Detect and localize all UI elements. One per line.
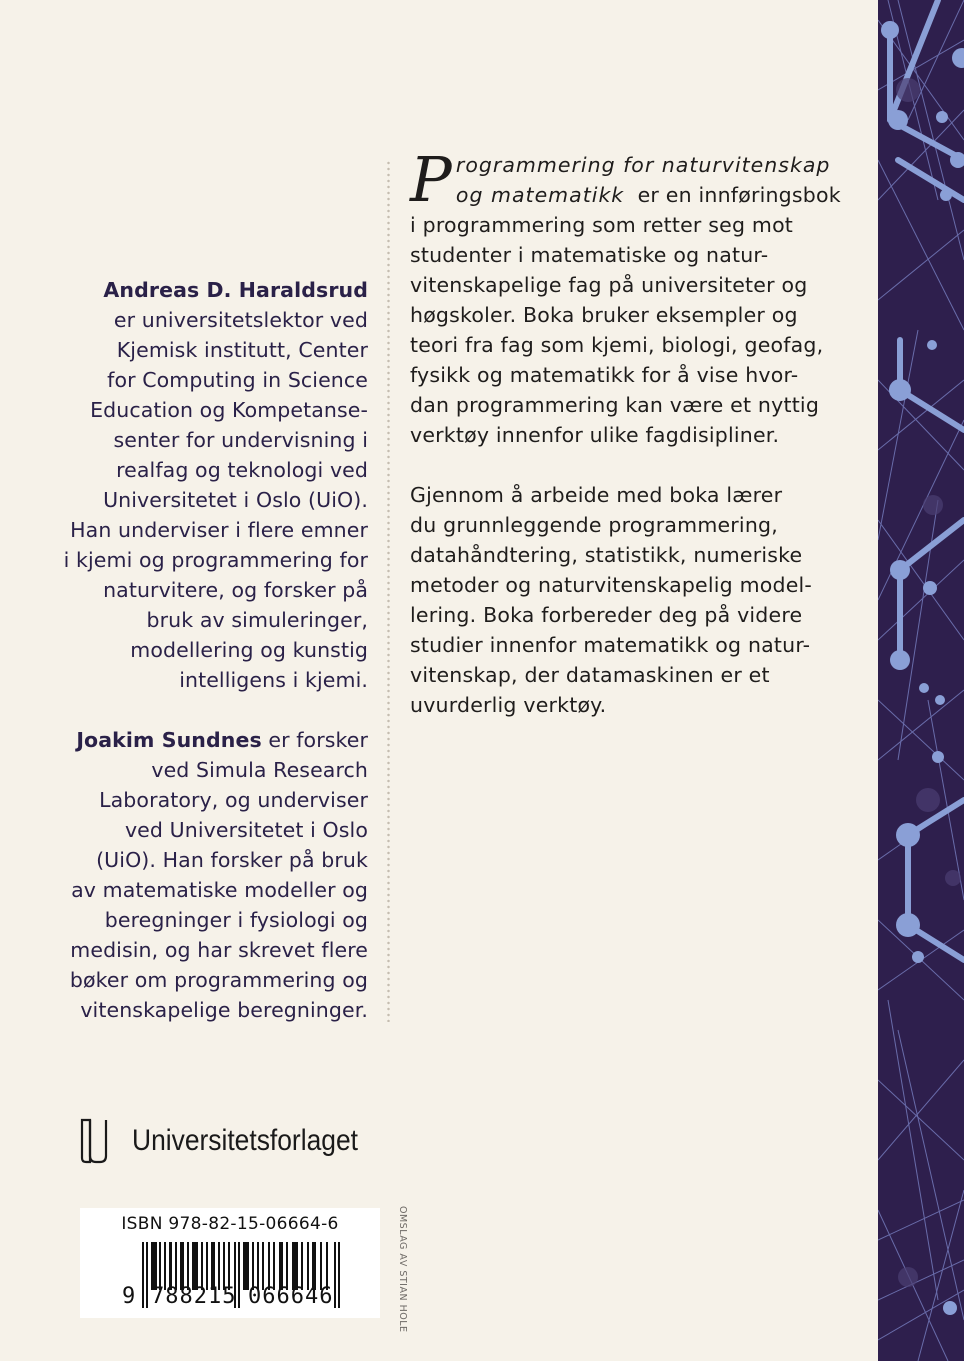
- u-bookmark-logo-icon: [80, 1118, 108, 1164]
- spacer: [40, 695, 368, 725]
- publisher-name: Universitetsforlaget: [132, 1124, 358, 1157]
- book-description: [410, 143, 850, 720]
- author-name: Joakim Sundnes: [76, 728, 262, 752]
- author-bios: [40, 275, 368, 1025]
- description-paragraph-2: Gjennom å arbeide med boka lærer du grunnleggende programmering, datahåndtering, statistikk, numeriske metoder og naturvitenskapelig model- lering. Boka forbereder deg på videre studier innenfor matematikk og natur- vitenskap, der datamaskinen er et uvurderlig verktøy.: [410, 483, 813, 717]
- isbn-number: ISBN 978-82-15-06664-6: [121, 1214, 339, 1234]
- description-paragraph-1: P rogrammering for naturvitenskap og matematikk er en innføringsbok i programmering som retter seg mot studenter i matematiske og natur- vitenskapelige fag på universiteter og høgskoler. Boka bruker eksempler og teori fra fag som kjemi, biologi, geofag, fysikk og matematikk for å vise hvor- dan programmering kan være et nyttig verktøy innenfor ulike fagdisipliner.: [410, 143, 841, 447]
- dropcap: P: [410, 143, 452, 216]
- author-bio-sundnes: Joakim Sundnes er forsker ved Simula Research Laboratory, og underviser ved Universitetet i Oslo (UiO). Han forsker på bruk av matematiske modeller og beregninger i fysiologi og medisin, og har skrevet flere bøker om programmering og vitenskapelige beregninger.: [69, 728, 368, 1022]
- dotted-divider: [387, 160, 390, 1022]
- network-graph-icon: [878, 0, 964, 1361]
- author-name: Andreas D. Haraldsrud: [103, 278, 368, 302]
- network-pattern-spine: [878, 0, 964, 1361]
- author-bio-haraldsrud: Andreas D. Haraldsrud er universitetslektor ved Kjemisk institutt, Center for Computing in Science Education og Kompetanse- senter for undervisning i realfag og teknologi ved Universitetet i Oslo (UiO). Han underviser i flere emner i kjemi og programmering for naturvitere, og forsker på bruk av simuleringer, modellering og kunstig intelligens i kjemi.: [63, 278, 368, 692]
- isbn-barcode: ISBN 978-82-15-06664-6 9 788215 066646: [80, 1208, 380, 1318]
- cover-credit: OMSLAG AV STIAN HOLE: [397, 1206, 408, 1333]
- spacer: [410, 450, 850, 480]
- book-title: rogrammering for naturvitenskap: [455, 153, 831, 177]
- publisher-logo: [80, 1118, 389, 1164]
